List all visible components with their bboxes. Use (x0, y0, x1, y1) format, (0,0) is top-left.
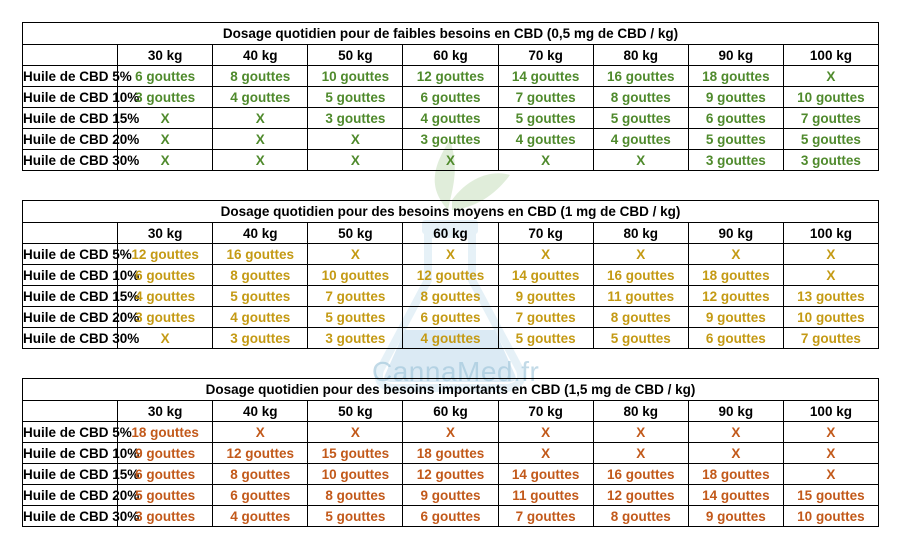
dose-cell: 6 gouttes (118, 464, 213, 485)
weight-header: 50 kg (308, 401, 403, 422)
dose-cell: 18 gouttes (688, 464, 783, 485)
dose-cell: 10 gouttes (783, 307, 878, 328)
weight-header: 30 kg (118, 223, 213, 244)
dose-cell: 3 gouttes (783, 150, 878, 171)
dose-cell: X (118, 108, 213, 129)
row-label: Huile de CBD 5% (23, 422, 118, 443)
table-row (23, 66, 879, 87)
dose-cell: 5 gouttes (783, 129, 878, 150)
dose-cell: 7 gouttes (783, 328, 878, 349)
dose-cell: 16 gouttes (213, 244, 308, 265)
dose-cell: X (308, 422, 403, 443)
dose-cell: X (403, 150, 498, 171)
weight-header: 100 kg (783, 223, 878, 244)
dose-cell: 8 gouttes (403, 286, 498, 307)
corner-cell (23, 45, 118, 66)
weight-header: 40 kg (213, 401, 308, 422)
dose-cell: X (213, 108, 308, 129)
dose-cell: 9 gouttes (688, 87, 783, 108)
dose-cell: 10 gouttes (308, 464, 403, 485)
table-row (23, 265, 879, 286)
weight-header: 90 kg (688, 45, 783, 66)
dose-cell: X (498, 422, 593, 443)
cannamed-watermark-text: CannaMed.fr (372, 356, 540, 387)
dose-cell: 6 gouttes (403, 87, 498, 108)
dose-cell: X (593, 422, 688, 443)
dose-cell: 12 gouttes (213, 443, 308, 464)
row-label: Huile de CBD 10% (23, 265, 118, 286)
dose-cell: 3 gouttes (118, 87, 213, 108)
medium-needs-table (22, 200, 879, 349)
dose-cell: 3 gouttes (403, 129, 498, 150)
weight-header: 60 kg (403, 223, 498, 244)
dose-cell: 6 gouttes (213, 485, 308, 506)
dose-cell: 12 gouttes (403, 66, 498, 87)
row-label: Huile de CBD 30% (23, 150, 118, 171)
dose-cell: 6 gouttes (688, 108, 783, 129)
dose-cell: X (593, 443, 688, 464)
dose-cell: X (783, 464, 878, 485)
dose-cell: 8 gouttes (593, 307, 688, 328)
weight-header: 40 kg (213, 45, 308, 66)
weight-header: 60 kg (403, 45, 498, 66)
dose-cell: 5 gouttes (308, 87, 403, 108)
dose-cell: 8 gouttes (593, 87, 688, 108)
weight-header: 70 kg (498, 401, 593, 422)
dose-cell: 3 gouttes (308, 328, 403, 349)
dose-cell: 12 gouttes (688, 286, 783, 307)
dose-cell: X (498, 150, 593, 171)
dose-cell: X (118, 328, 213, 349)
weight-header: 40 kg (213, 223, 308, 244)
table-row (23, 422, 879, 443)
dose-cell: 5 gouttes (498, 328, 593, 349)
table-row (23, 506, 879, 527)
dose-cell: 8 gouttes (213, 265, 308, 286)
dose-cell: 10 gouttes (308, 66, 403, 87)
table-title: Dosage quotidien pour des besoins importants en CBD (1,5 mg de CBD / kg) (23, 379, 879, 401)
dose-cell: 3 gouttes (213, 328, 308, 349)
dose-cell: X (308, 129, 403, 150)
dose-cell: 3 gouttes (118, 506, 213, 527)
dose-cell: 9 gouttes (118, 443, 213, 464)
dose-cell: 16 gouttes (593, 66, 688, 87)
corner-cell (23, 401, 118, 422)
dose-cell: 10 gouttes (783, 506, 878, 527)
dose-cell: 3 gouttes (118, 307, 213, 328)
dose-cell: 5 gouttes (688, 129, 783, 150)
dose-cell: 4 gouttes (118, 286, 213, 307)
weight-header: 70 kg (498, 45, 593, 66)
dose-cell: 7 gouttes (308, 286, 403, 307)
row-label: Huile de CBD 30% (23, 328, 118, 349)
dose-cell: X (308, 244, 403, 265)
dose-cell: X (688, 244, 783, 265)
dose-cell: 7 gouttes (498, 307, 593, 328)
weight-header-row (23, 223, 879, 244)
table-row (23, 464, 879, 485)
dose-cell: X (783, 422, 878, 443)
weight-header: 80 kg (593, 45, 688, 66)
dose-cell: 5 gouttes (308, 307, 403, 328)
weight-header: 70 kg (498, 223, 593, 244)
dose-cell: 3 gouttes (688, 150, 783, 171)
row-label: Huile de CBD 15% (23, 464, 118, 485)
dose-cell: 15 gouttes (308, 443, 403, 464)
dose-cell: 8 gouttes (213, 66, 308, 87)
row-label: Huile de CBD 10% (23, 87, 118, 108)
dose-cell: X (498, 443, 593, 464)
dose-cell: X (593, 150, 688, 171)
dose-cell: 5 gouttes (308, 506, 403, 527)
dose-cell: 16 gouttes (593, 265, 688, 286)
table-row (23, 129, 879, 150)
dose-cell: 4 gouttes (213, 506, 308, 527)
weight-header-row (23, 45, 879, 66)
dose-cell: X (308, 150, 403, 171)
table-row (23, 443, 879, 464)
dose-cell: 6 gouttes (118, 265, 213, 286)
weight-header: 60 kg (403, 401, 498, 422)
dose-cell: 9 gouttes (688, 506, 783, 527)
row-label: Huile de CBD 5% (23, 244, 118, 265)
weight-header: 30 kg (118, 401, 213, 422)
dose-cell: 11 gouttes (593, 286, 688, 307)
table-row (23, 485, 879, 506)
row-label: Huile de CBD 10% (23, 443, 118, 464)
dose-cell: X (213, 129, 308, 150)
row-label: Huile de CBD 5% (23, 66, 118, 87)
dose-cell: 9 gouttes (403, 485, 498, 506)
dose-cell: 4 gouttes (403, 328, 498, 349)
row-label: Huile de CBD 20% (23, 307, 118, 328)
row-label: Huile de CBD 20% (23, 129, 118, 150)
dose-cell: 6 gouttes (688, 328, 783, 349)
dose-cell: 18 gouttes (403, 443, 498, 464)
dose-cell: 4 gouttes (498, 129, 593, 150)
dose-cell: 14 gouttes (688, 485, 783, 506)
dose-cell: 5 gouttes (498, 108, 593, 129)
dose-cell: 14 gouttes (498, 66, 593, 87)
weight-header: 50 kg (308, 45, 403, 66)
dose-cell: X (593, 244, 688, 265)
dose-cell: 6 gouttes (403, 307, 498, 328)
dose-cell: 4 gouttes (213, 307, 308, 328)
dose-cell: 5 gouttes (118, 485, 213, 506)
table-row (23, 244, 879, 265)
dose-cell: 16 gouttes (593, 464, 688, 485)
table-title: Dosage quotidien pour des besoins moyens en CBD (1 mg de CBD / kg) (23, 201, 879, 223)
dose-cell: 12 gouttes (593, 485, 688, 506)
dose-cell: 11 gouttes (498, 485, 593, 506)
table-row (23, 328, 879, 349)
low-needs-table (22, 22, 879, 171)
row-label: Huile de CBD 20% (23, 485, 118, 506)
dose-cell: X (213, 422, 308, 443)
dose-cell: 12 gouttes (118, 244, 213, 265)
dose-cell: 13 gouttes (783, 286, 878, 307)
weight-header: 80 kg (593, 401, 688, 422)
table-row (23, 307, 879, 328)
weight-header: 100 kg (783, 401, 878, 422)
dose-cell: 7 gouttes (783, 108, 878, 129)
weight-header: 80 kg (593, 223, 688, 244)
dose-cell: X (403, 244, 498, 265)
dose-cell: X (783, 265, 878, 286)
dose-cell: 14 gouttes (498, 265, 593, 286)
dose-cell: X (783, 443, 878, 464)
weight-header: 50 kg (308, 223, 403, 244)
weight-header: 100 kg (783, 45, 878, 66)
dose-cell: 18 gouttes (688, 265, 783, 286)
dose-cell: 6 gouttes (403, 506, 498, 527)
dose-cell: X (783, 244, 878, 265)
dose-cell: 4 gouttes (213, 87, 308, 108)
dose-cell: 18 gouttes (118, 422, 213, 443)
dose-cell: 4 gouttes (593, 129, 688, 150)
table-title: Dosage quotidien pour de faibles besoins en CBD (0,5 mg de CBD / kg) (23, 23, 879, 45)
dose-cell: 4 gouttes (403, 108, 498, 129)
dose-cell: 10 gouttes (308, 265, 403, 286)
dose-cell: 9 gouttes (688, 307, 783, 328)
weight-header: 90 kg (688, 401, 783, 422)
dose-cell: 15 gouttes (783, 485, 878, 506)
dose-cell: 5 gouttes (213, 286, 308, 307)
dose-cell: 7 gouttes (498, 87, 593, 108)
dose-cell: X (688, 422, 783, 443)
table-row (23, 286, 879, 307)
dose-cell: 10 gouttes (783, 87, 878, 108)
dose-cell: 9 gouttes (498, 286, 593, 307)
high-needs-table (22, 378, 879, 527)
row-label: Huile de CBD 15% (23, 286, 118, 307)
dose-cell: X (783, 66, 878, 87)
dose-cell: X (688, 443, 783, 464)
dose-cell: 18 gouttes (688, 66, 783, 87)
weight-header: 90 kg (688, 223, 783, 244)
dose-cell: 8 gouttes (213, 464, 308, 485)
dose-cell: 5 gouttes (593, 328, 688, 349)
table-row (23, 87, 879, 108)
dose-cell: X (118, 129, 213, 150)
dose-cell: 8 gouttes (308, 485, 403, 506)
dose-cell: 12 gouttes (403, 464, 498, 485)
dose-cell: X (213, 150, 308, 171)
dose-cell: 3 gouttes (308, 108, 403, 129)
dose-cell: 7 gouttes (498, 506, 593, 527)
corner-cell (23, 223, 118, 244)
dose-cell: 14 gouttes (498, 464, 593, 485)
dose-cell: X (118, 150, 213, 171)
dose-cell: X (498, 244, 593, 265)
dose-cell: 6 gouttes (118, 66, 213, 87)
table-row (23, 150, 879, 171)
row-label: Huile de CBD 15% (23, 108, 118, 129)
dose-cell: X (403, 422, 498, 443)
row-label: Huile de CBD 30% (23, 506, 118, 527)
dose-cell: 12 gouttes (403, 265, 498, 286)
table-row (23, 108, 879, 129)
dose-cell: 8 gouttes (593, 506, 688, 527)
dose-cell: 5 gouttes (593, 108, 688, 129)
weight-header-row (23, 401, 879, 422)
weight-header: 30 kg (118, 45, 213, 66)
